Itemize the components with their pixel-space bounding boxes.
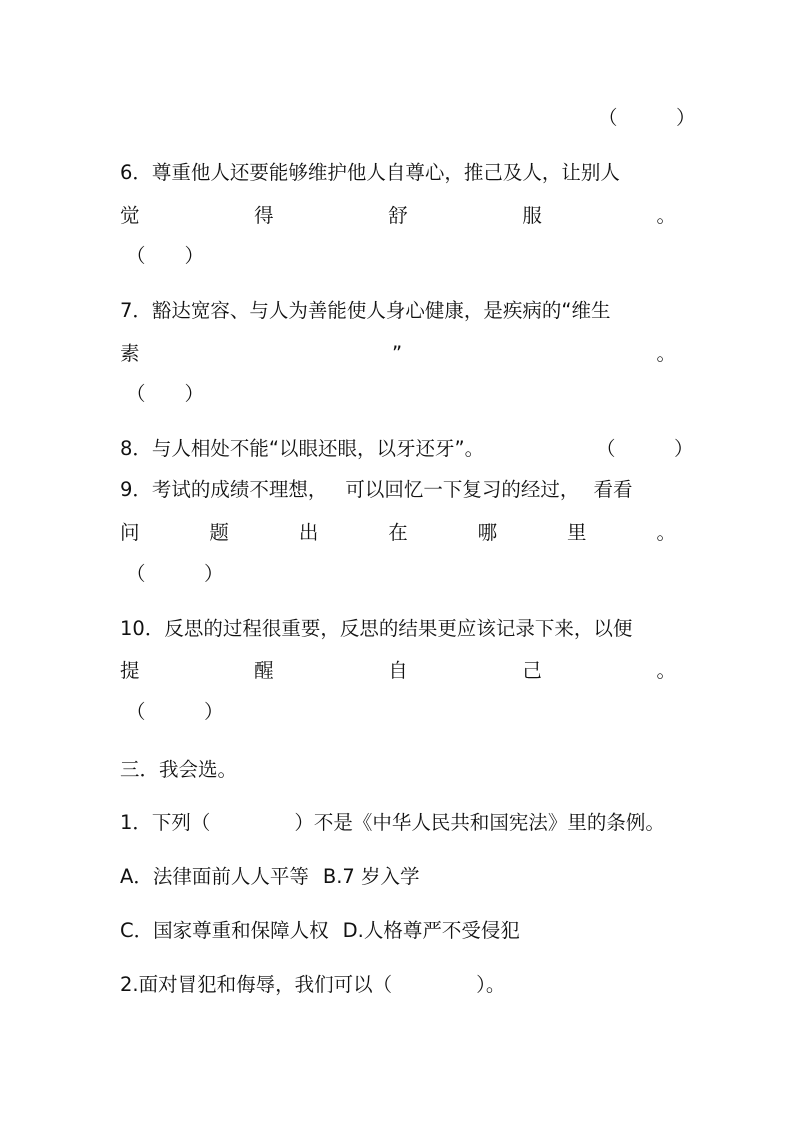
q8-answer-paren: （ ） bbox=[596, 437, 694, 460]
q9-line1 bbox=[120, 477, 676, 503]
q9-answer-paren: （ ） bbox=[126, 562, 224, 585]
q6-char: 服 bbox=[522, 204, 542, 227]
q6-char: 舒 bbox=[388, 204, 408, 227]
mc1-option-a: A．法律面前人人平等 bbox=[120, 865, 309, 888]
q6-line2 bbox=[120, 203, 676, 229]
q7-char: 。 bbox=[656, 342, 676, 365]
mc2-stem-start: 2.面对冒犯和侮辱，我们可以（ bbox=[120, 973, 393, 996]
q10-answer-paren: （ ） bbox=[126, 700, 224, 723]
mc2-stem-end: ）。 bbox=[476, 973, 506, 996]
q9-char: 问 bbox=[120, 521, 140, 544]
q9-part: 看看 bbox=[593, 478, 633, 501]
q9-char: 哪 bbox=[477, 521, 498, 544]
q10-char: 自 bbox=[388, 659, 408, 682]
mc1-stem bbox=[120, 810, 676, 836]
q7-line1: 7．豁达宽容、与人为善能使人身心健康，是疾病的“维生 bbox=[120, 299, 611, 322]
q9-char: 题 bbox=[209, 521, 229, 544]
q7-char: ” bbox=[392, 342, 403, 365]
mc1-options-row1 bbox=[120, 864, 676, 890]
q10-char: 己 bbox=[522, 659, 542, 682]
q9-part: 可以回忆一下复习的经过， bbox=[345, 478, 580, 501]
q9-part: 9．考试的成绩不理想， bbox=[120, 478, 328, 501]
q9-char: 出 bbox=[298, 521, 319, 544]
q9-line2 bbox=[120, 520, 676, 546]
mc1-options-row2 bbox=[120, 918, 676, 944]
q10-char: 醒 bbox=[254, 659, 274, 682]
q7-char: 素 bbox=[120, 342, 140, 365]
q6-char: 得 bbox=[254, 204, 274, 227]
q6-char: 觉 bbox=[120, 204, 140, 227]
mc1-option-c: C．国家尊重和保障人权 bbox=[120, 919, 329, 942]
mc1-stem-end: ）不是《中华人民共和国宪法》里的条例。 bbox=[294, 811, 665, 834]
section-heading: 三．我会选。 bbox=[120, 758, 238, 781]
q9-char: 。 bbox=[656, 521, 676, 544]
q5-answer-paren: （ ） bbox=[598, 106, 696, 129]
q8-statement: 8．与人相处不能“以眼还眼，以牙还牙”。 bbox=[120, 437, 485, 460]
q6-char: 。 bbox=[656, 204, 676, 227]
q6-line1: 6．尊重他人还要能够维护他人自尊心，推己及人，让别人 bbox=[120, 161, 620, 184]
q9-char: 在 bbox=[388, 521, 408, 544]
mc1-option-b: B.7 岁入学 bbox=[322, 865, 420, 888]
q10-line2 bbox=[120, 658, 676, 684]
q9-char: 里 bbox=[567, 521, 587, 544]
q6-answer-paren: （ ） bbox=[126, 244, 205, 267]
mc2-stem bbox=[120, 972, 676, 998]
mc1-option-d: D.人格尊严不受侵犯 bbox=[342, 919, 520, 942]
q7-answer-paren: （ ） bbox=[126, 382, 205, 405]
q10-char: 提 bbox=[120, 659, 140, 682]
q10-char: 。 bbox=[656, 659, 676, 682]
q10-line1: 10．反思的过程很重要，反思的结果更应该记录下来，以便 bbox=[120, 617, 633, 640]
mc1-stem-start: 1．下列（ bbox=[120, 811, 211, 834]
